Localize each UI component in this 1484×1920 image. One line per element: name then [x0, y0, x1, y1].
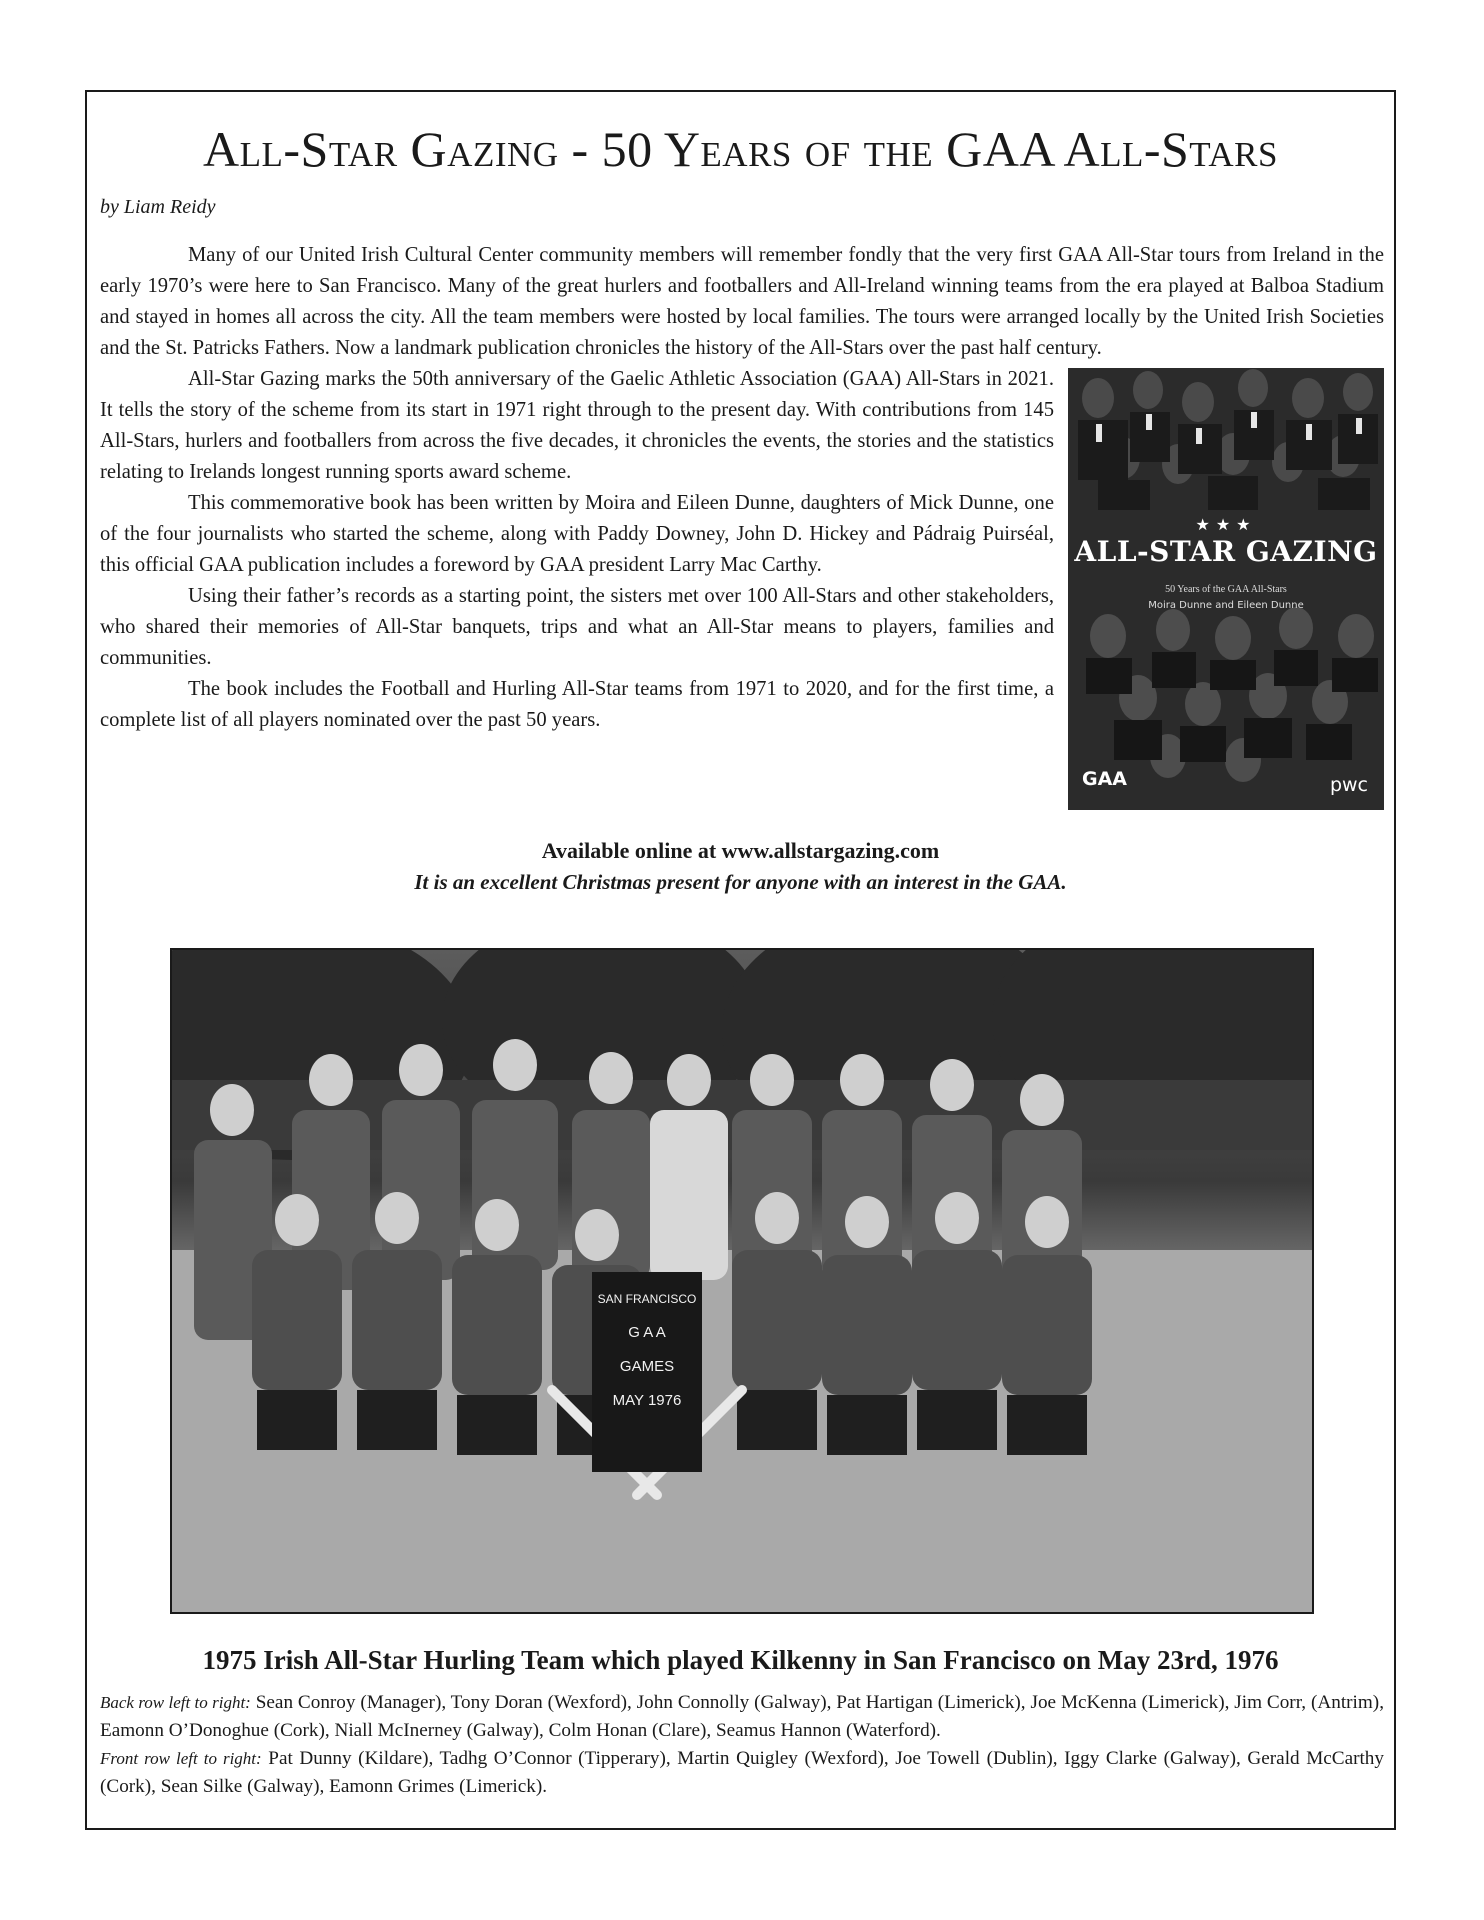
paragraph-4: Using their father’s records as a starting point, the sisters met over 100 All-Stars and other stakeholders, who shared their memories of All-Star banquets, trips and what an All-Star means to players, families and communities. — [100, 585, 1054, 669]
cover-stars: ★★★ — [1195, 517, 1257, 534]
front-row-names: Pat Dunny (Kildare), Tadhg O’Connor (Tipperary), Martin Quigley (Wexford), Joe Towell (Dublin), Iggy Clarke (Galway), Gerald McCarthy (Cork), Sean Silke (Galway), Eamonn Grimes (Limerick). — [100, 1748, 1384, 1797]
back-row-label: Back row left to right: — [100, 1693, 251, 1712]
sign-line-1: SAN FRANCISCO — [597, 1292, 697, 1306]
byline: by Liam Reidy — [100, 196, 216, 218]
article-body — [100, 240, 1384, 816]
sign-line-4: MAY 1976 — [612, 1392, 682, 1409]
front-row-label: Front row left to right: — [100, 1749, 262, 1768]
book-cover-image — [1068, 368, 1384, 810]
photo-caption: 1975 Irish All-Star Hurling Team which played Kilkenny in San Francisco on May 23rd, 1976 — [202, 1645, 1279, 1675]
back-row-names: Sean Conroy (Manager), Tony Doran (Wexford), John Connolly (Galway), Pat Hartigan (Limerick), Joe McKenna (Limerick), Jim Corr, (Antrim), Eamonn O’Donoghue (Cork), Niall McInerney (Galway), Colm Honan (Clare), Seamus Hannon (Waterford). — [100, 1692, 1384, 1741]
pwc-logo: pwc — [1329, 774, 1368, 796]
team-sign — [597, 1282, 697, 1418]
cover-authors: Moira Dunne and Eileen Dunne — [1148, 600, 1304, 611]
cover-subtitle: 50 Years of the GAA All-Stars — [1165, 584, 1287, 595]
gaa-logo: GAA — [1082, 768, 1128, 790]
paragraph-2: All-Star Gazing marks the 50th anniversary of the Gaelic Athletic Association (GAA) All-Stars in 2021. It tells the story of the scheme from its start in 1971 right through to the present day. With contributions from 145 All-Stars, hurlers and footballers from across the five decades, it chronicles the events, the stories and the statistics relating to Irelands longest running sports award scheme. — [100, 368, 1054, 483]
sign-line-3: GAMES — [619, 1358, 675, 1375]
cover-title: ALL-STAR GAZING — [1074, 535, 1378, 568]
paragraph-5: The book includes the Football and Hurling All-Star teams from 1971 to 2020, and for the first time, a complete list of all players nominated over the past 50 years. — [100, 678, 1054, 731]
team-roster — [100, 1689, 1384, 1801]
sign-line-2: G A A — [628, 1324, 666, 1341]
article-frame — [85, 90, 1396, 1830]
paragraph-1: Many of our United Irish Cultural Center community members will remember fondly that the very first GAA All-Star tours from Ireland in the early 1970’s were here to San Francisco. Many of the great hurlers and footballers and All-Ireland winning teams from the era played at Balboa Stadium and stayed in homes all across the city. All the team members were hosted by local families. The tours were arranged locally by the United Irish Societies and the St. Patricks Fathers. Now a landmark publication chronicles the history of the All-Stars over the past half century. — [100, 244, 1384, 359]
team-photo — [170, 948, 1314, 1614]
paragraph-3: This commemorative book has been written by Moira and Eileen Dunne, daughters of Mick Dunne, one of the four journalists who started the scheme, along with Paddy Downey, John D. Hickey and Pádraig Puirséal, this official GAA publication includes a foreword by GAA president Larry Mac Carthy. — [100, 492, 1054, 576]
availability-note: Available online at www.allstargazing.com — [541, 838, 940, 863]
team-photo-art — [172, 950, 1312, 1612]
article-title: All-Star Gazing - 50 Years of the GAA All-Stars — [203, 121, 1278, 177]
gift-note: It is an excellent Christmas present for anyone with an interest in the GAA. — [414, 870, 1067, 894]
